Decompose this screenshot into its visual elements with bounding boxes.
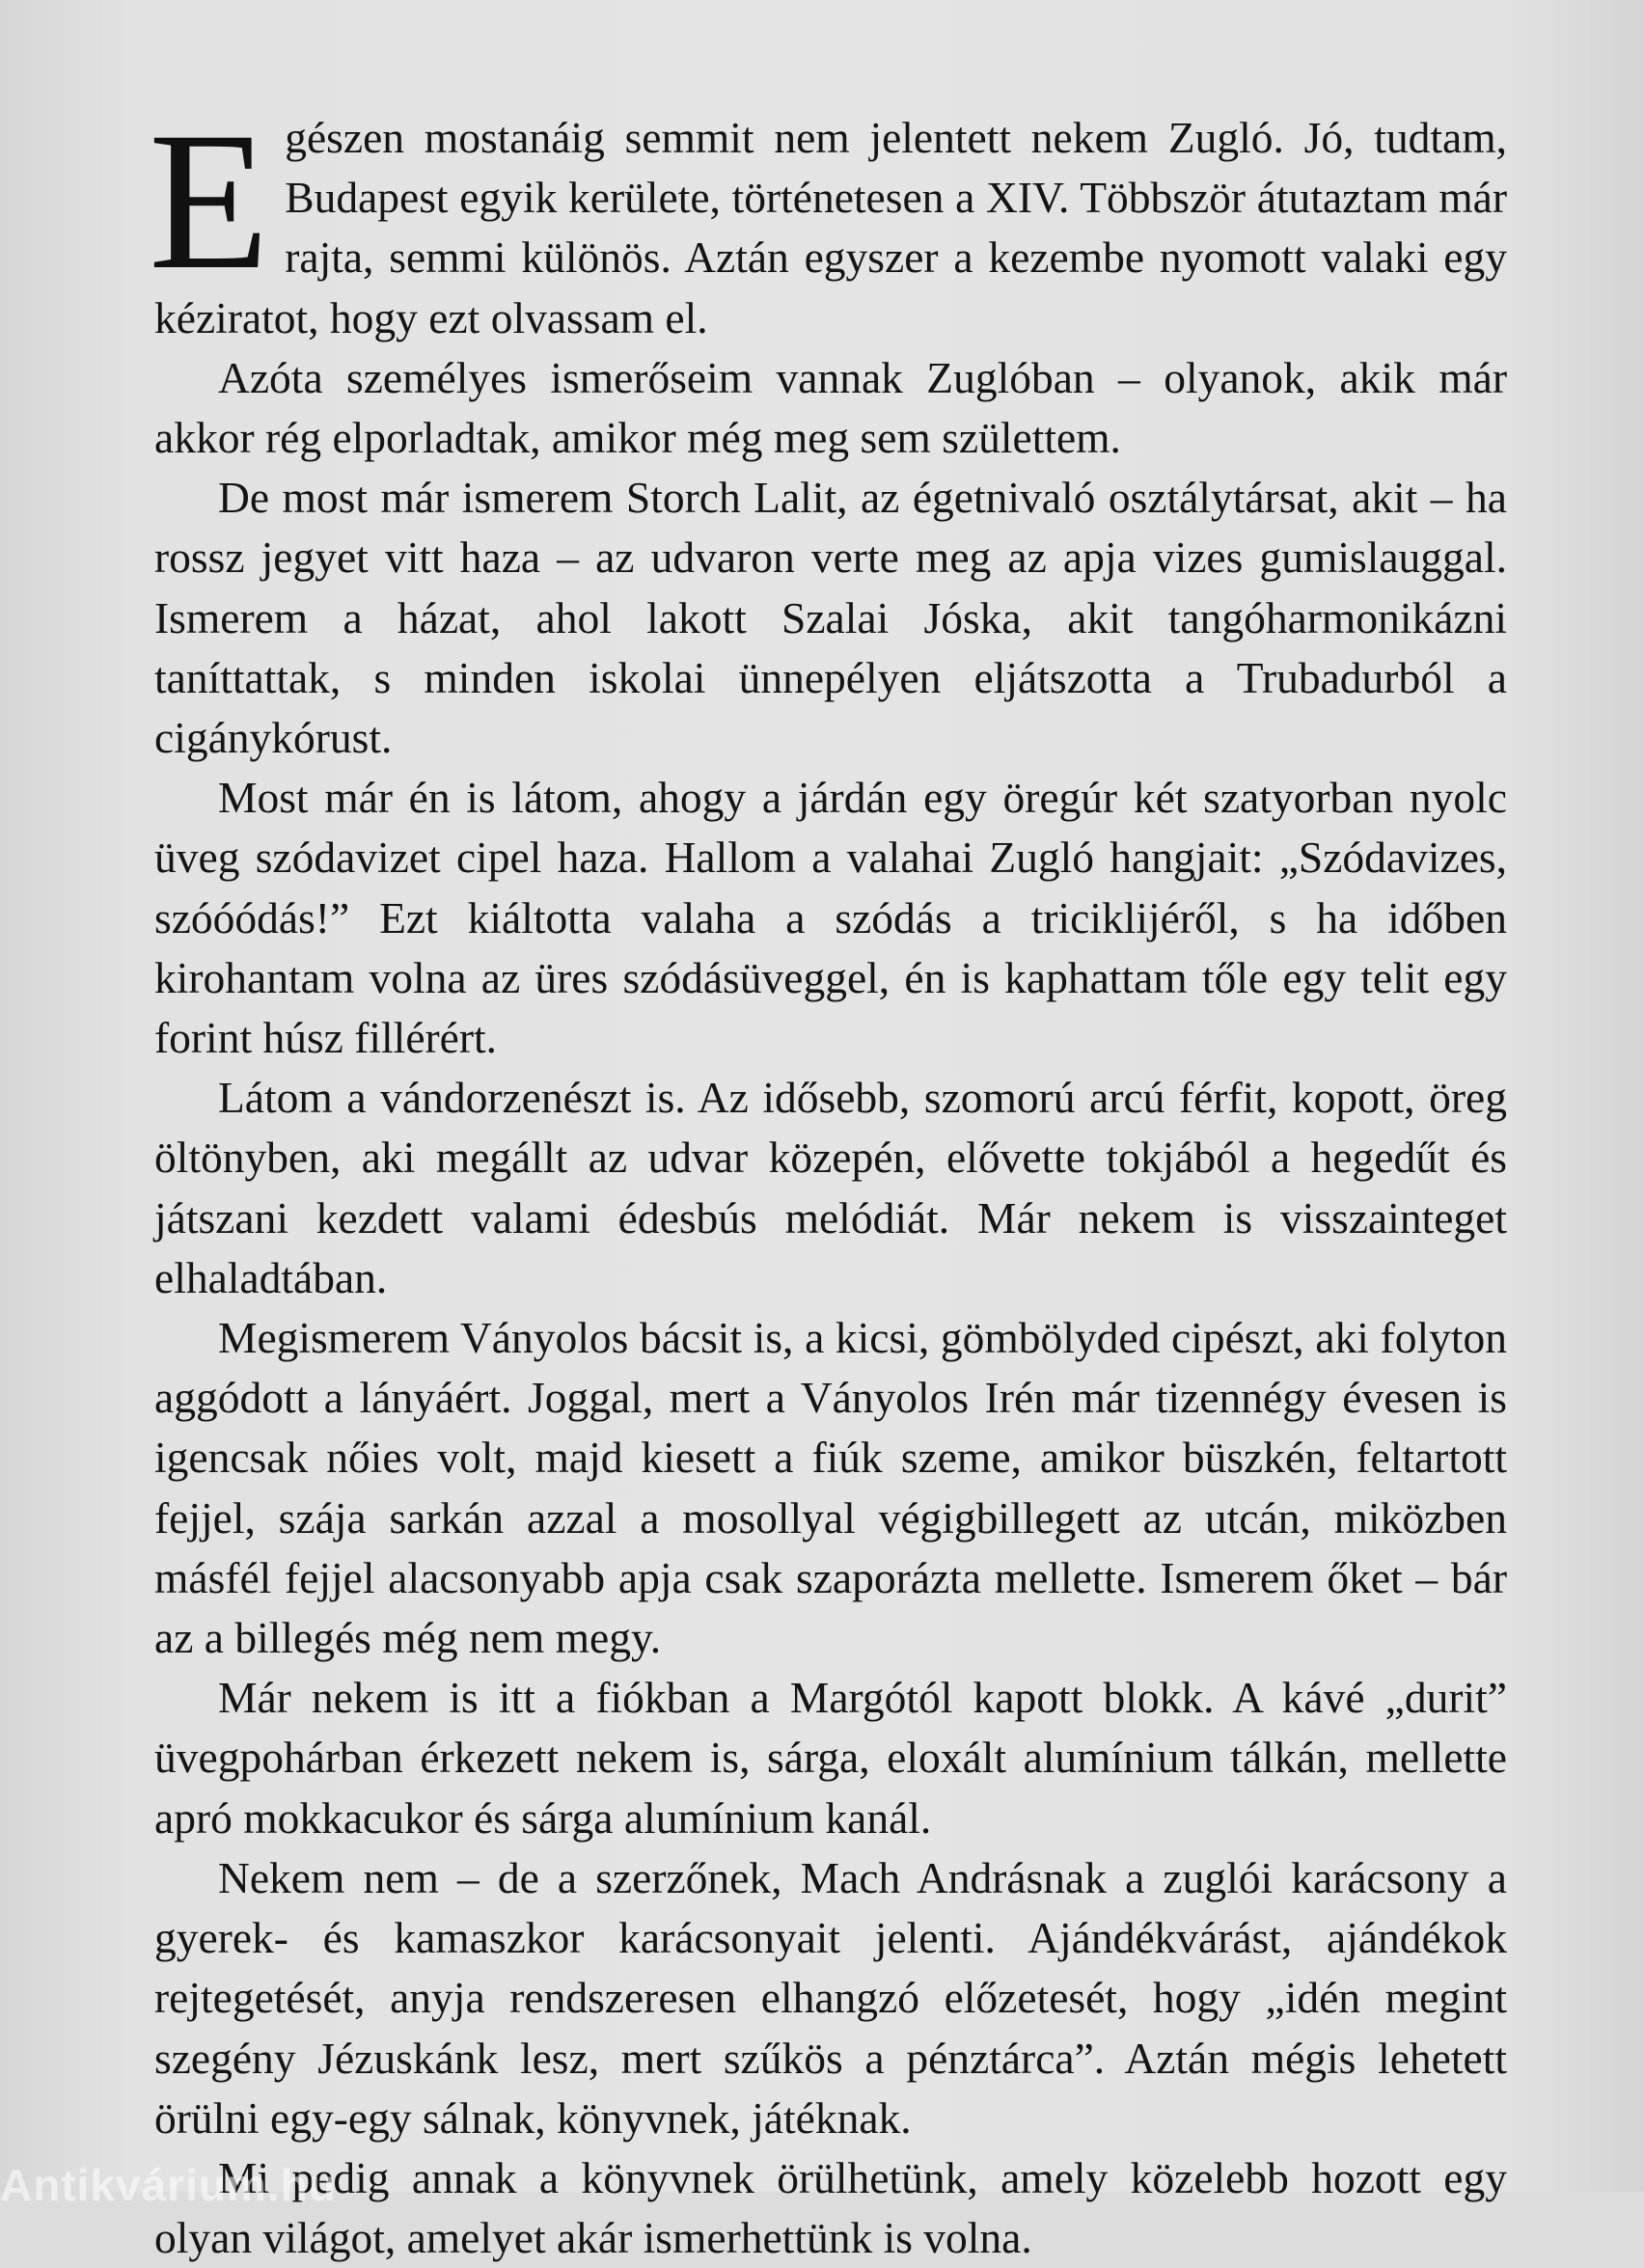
paragraph-2: Azóta személyes ismerőseim vannak Zuglóban – olyanok, akik már akkor rég elporladtak, amikor még meg sem születtem. [154, 352, 1507, 463]
paragraph-3: De most már ismerem Storch Lalit, az égetnivaló osztálytársat, akit – ha rossz jegyet vitt haza – az udvaron verte meg az apja vizes gumislauggal. Ismerem a házat, ahol lakott Szalai Jóska, akit tangóharmonikázni taníttattak, s minden iskolai ünnepélyen eljátszotta a Trubadurból a cigánykórust. [154, 473, 1507, 763]
dropcap-initial: E [149, 92, 270, 311]
paragraph-5: Látom a vándorzenészt is. Az idősebb, szomorú arcú férfit, kopott, öreg öltönyben, aki megállt az udvar közepén, elővette tokjából a hegedűt és játszani kezdett valami édesbús melódiát. Már nekem is visszainteget elhaladtában. [154, 1073, 1507, 1302]
paragraph-1-text: gészen mostanáig semmit nem jelentett nekem Zugló. Jó, tudtam, Budapest egyik kerülete, történetesen a XIV. Többször átutaztam már rajta, semmi különös. Aztán egyszer a kezembe nyomott valaki egy kéziratot, hogy ezt olvassam el. [154, 113, 1507, 342]
paragraph-7: Már nekem is itt a fiókban a Margótól kapott blokk. A kávé „durit” üvegpohárban érkezett nekem is, sárga, eloxált alumínium tálkán, mellette apró mokkacukor és sárga alumínium kanál. [154, 1673, 1507, 1843]
paragraph-6: Megismerem Ványolos bácsit is, a kicsi, gömbölyded cipészt, aki folyton aggódott a lányáért. Joggal, mert a Ványolos Irén már tizennégy évesen is igencsak nőies volt, majd kiesett a fiúk szeme, amikor büszkén, feltartott fejjel, szája sarkán azzal a mosollyal végigbillegett az utcán, miközben másfél fejjel alacsonyabb apja csak szaporázta mellette. Ismerem őket – bár az a billegés még nem megy. [154, 1313, 1507, 1663]
paragraph-8: Nekem nem – de a szerzőnek, Mach Andrásnak a zuglói karácsony a gyerek- és kamaszkor karácsonyait jelenti. Ajándékvárást, ajándékok rejtegetését, anyja rendszeresen elhangzó előzetesét, hogy „idén megint szegény Jézuskánk lesz, mert szűkös a pénztárca”. Aztán mégis lehetett örülni egy-egy sálnak, könyvnek, játéknak. [154, 1852, 1507, 2143]
paragraph-1 [149, 92, 1507, 348]
paragraph-4: Most már én is látom, ahogy a járdán egy öregúr két szatyorban nyolc üveg szódavizet cipel haza. Hallom a valahai Zugló hangjait: „Szódavizes, szóóódás!” Ezt kiáltotta valaha a szódás a triciklijéről, s ha időben kirohantam volna az üres szódásüveggel, én is kaphattam tőle egy telit egy forint húsz fillérért. [154, 773, 1507, 1063]
watermark: Antikvárium.hu [0, 2160, 337, 2210]
paragraph-9: Mi pedig annak a könyvnek örülhetünk, amely közelebb hozott egy olyan világot, amelyet akár ismerhettünk is volna. [154, 2152, 1507, 2263]
body-text [149, 92, 1507, 2268]
